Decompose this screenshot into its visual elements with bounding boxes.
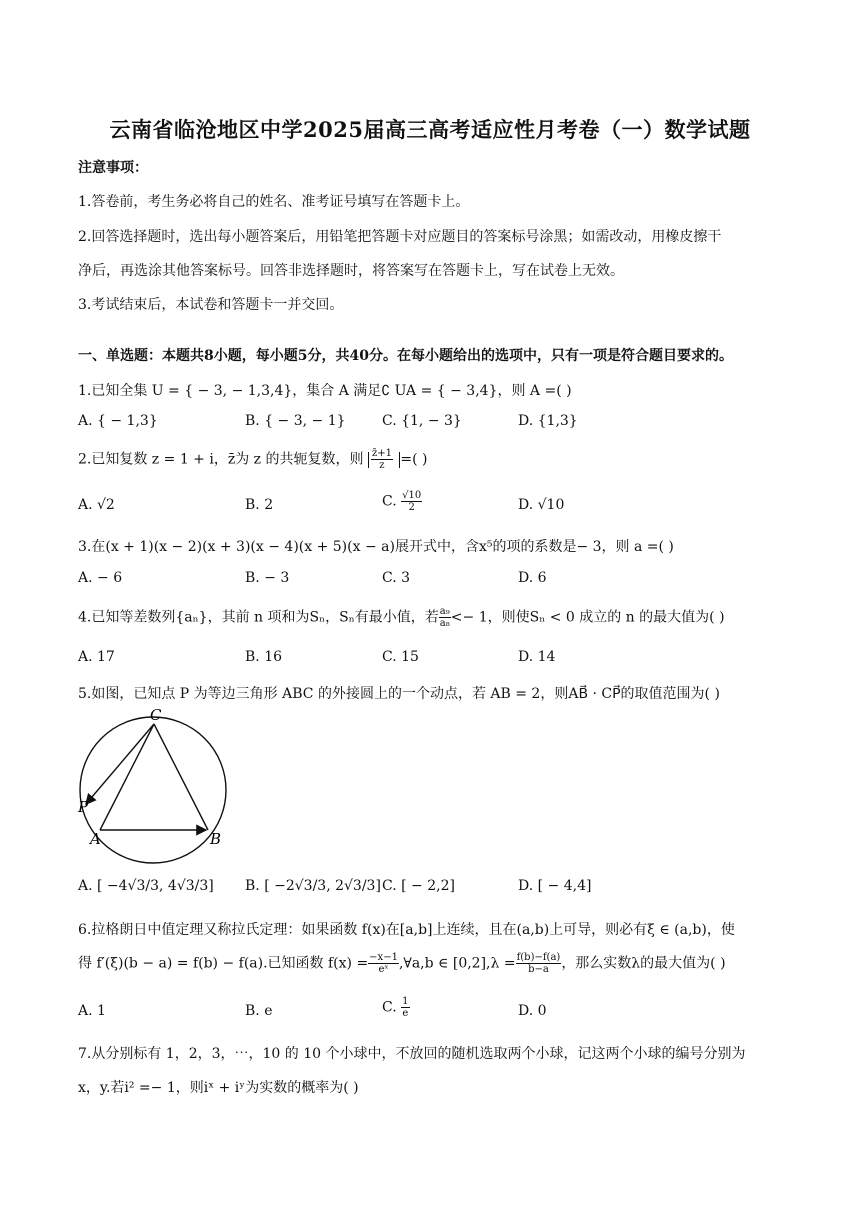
q6-option-d: D. 0: [518, 1003, 547, 1019]
q5-option-a: A. [ −4√3/3, 4√3/3]: [78, 878, 214, 894]
q6-f2-num: f(b)−f(a): [516, 952, 561, 963]
q2-option-d: D. √10: [518, 497, 565, 513]
q2-frac-den: z: [379, 460, 385, 471]
notice-item: 3.考试结束后，本试卷和答题卡一并交回。: [78, 297, 344, 313]
q6-option-c-frac: [401, 996, 409, 1019]
q4-option-c: C. 15: [382, 649, 419, 665]
q4-stem-a: 4.已知等差数列{aₙ}，其前 n 项和为Sₙ，Sₙ有最小值，若: [78, 609, 439, 626]
notice-item: 2.回答选择题时，选出每小题答案后，用铅笔把答题卡对应题目的答案标号涂黑；如需改动，用橡皮擦干: [78, 229, 722, 245]
label-p: P: [78, 798, 89, 816]
q4-fraction: [439, 606, 451, 629]
q6-option-c: [382, 996, 410, 1019]
q2-stem-b: =( ): [400, 451, 428, 468]
q2-c-den: 2: [408, 502, 415, 513]
question-2-stem: [78, 448, 428, 471]
q2-frac-num: z̄+1: [371, 448, 392, 459]
q2-option-a: A. √2: [78, 497, 115, 513]
q6-c-num: 1: [402, 996, 409, 1007]
q3-option-b: B. − 3: [245, 570, 290, 586]
q1-option-d: D. {1,3}: [518, 413, 578, 429]
q5-option-b: B. [ −2√3/3, 2√3/3]: [245, 878, 381, 894]
q4-frac-num: a₉: [439, 606, 450, 617]
q6-option-b: B. e: [245, 1003, 273, 1019]
q2-fraction: [371, 448, 393, 471]
notice-item: 净后，再选涂其他答案标号。回答非选择题时，将答案写在答题卡上，写在试卷上无效。: [78, 263, 624, 279]
question-5-stem: 5.如图，已知点 P 为等边三角形 ABC 的外接圆上的一个动点，若 AB = 2，则AB⃗ · CP⃗的取值范围为( ): [78, 686, 720, 702]
question-7-stem-line2: x，y.若i² =− 1，则iˣ + iʸ为实数的概率为( ): [78, 1080, 359, 1096]
circumcircle: [80, 717, 226, 863]
q2-option-c-frac: [401, 490, 422, 513]
q2-option-b: B. 2: [245, 497, 274, 513]
q5-option-c: C. [ − 2,2]: [382, 878, 455, 894]
notice-item: 1.答卷前，考生务必将自己的姓名、准考证号填写在答题卡上。: [78, 194, 470, 210]
q6-stem2-a: 得 f′(ξ)(b − a) = f(b) − f(a).已知函数 f(x) =: [78, 955, 369, 972]
q6-fraction-1: [368, 952, 399, 975]
question-7-stem: 7.从分别标有 1，2，3，⋯，10 的 10 个小球中，不放回的随机选取两个小球，记这两个小球的编号分别为: [78, 1046, 746, 1062]
q1-option-c: C. {1, − 3}: [382, 413, 462, 429]
q4-stem-b: <− 1，则使Sₙ < 0 成立的 n 的最大值为( ): [450, 609, 725, 626]
question-4-stem: [78, 606, 725, 629]
page-title: 云南省临沧地区中学2025届高三高考适应性月考卷（一）数学试题: [109, 117, 751, 142]
q2-option-c-label: C.: [382, 493, 397, 510]
q1-option-b: B. { − 3, − 1}: [245, 413, 346, 429]
label-b: B: [210, 830, 222, 848]
q4-frac-den: a₈: [439, 618, 450, 629]
side-cb: [154, 724, 208, 830]
question-6-stem-line2: [78, 952, 726, 975]
q2-option-c: [382, 490, 422, 513]
q3-option-a: A. − 6: [78, 570, 123, 586]
q6-f2-den: b−a: [528, 964, 549, 975]
q6-fraction-2: [516, 952, 562, 975]
q6-stem2-c: ，那么实数λ的最大值为( ): [561, 955, 726, 972]
q6-c-den: e: [402, 1008, 409, 1019]
q6-f1-den: eˣ: [378, 964, 389, 975]
question-1-stem: 1.已知全集 U = { − 3, − 1,3,4}，集合 A 满足∁ UA = { − 3,4}，则 A =( ): [78, 383, 572, 399]
circle-triangle-figure: [76, 704, 236, 866]
q4-option-b: B. 16: [245, 649, 283, 665]
q3-option-d: D. 6: [518, 570, 547, 586]
notice-heading: 注意事项：: [78, 160, 148, 176]
label-a: A: [90, 830, 101, 848]
q6-option-c-label: C.: [382, 999, 397, 1016]
q1-option-a: A. { − 1,3}: [78, 413, 158, 429]
label-c: C: [150, 706, 162, 724]
q2-abs: [368, 448, 400, 471]
question-3-stem: 3.在(x + 1)(x − 2)(x + 3)(x − 4)(x + 5)(x − a)展开式中，含x⁵的项的系数是− 3，则 a =( ): [78, 539, 674, 555]
q4-option-a: A. 17: [78, 649, 115, 665]
q6-option-a: A. 1: [78, 1003, 106, 1019]
question-6-stem: 6.拉格朗日中值定理又称拉氏定理：如果函数 f(x)在[a,b]上连续，且在(a,b)上可导，则必有ξ ∈ (a,b)，使: [78, 922, 735, 938]
q2-c-num: √10: [402, 490, 422, 501]
q6-f1-num: −x−1: [369, 952, 398, 963]
q6-stem2-b: ,∀a,b ∈ [0,2],λ =: [398, 955, 516, 972]
q4-option-d: D. 14: [518, 649, 556, 665]
q2-stem-a: 2.已知复数 z = 1 + i，z̄为 z 的共轭复数，则: [78, 451, 364, 468]
q5-option-d: D. [ − 4,4]: [518, 878, 592, 894]
section-heading: 一、单选题：本题共8小题，每小题5分，共40分。在每小题给出的选项中，只有一项是符合题目要求的。: [78, 348, 733, 364]
q3-option-c: C. 3: [382, 570, 411, 586]
